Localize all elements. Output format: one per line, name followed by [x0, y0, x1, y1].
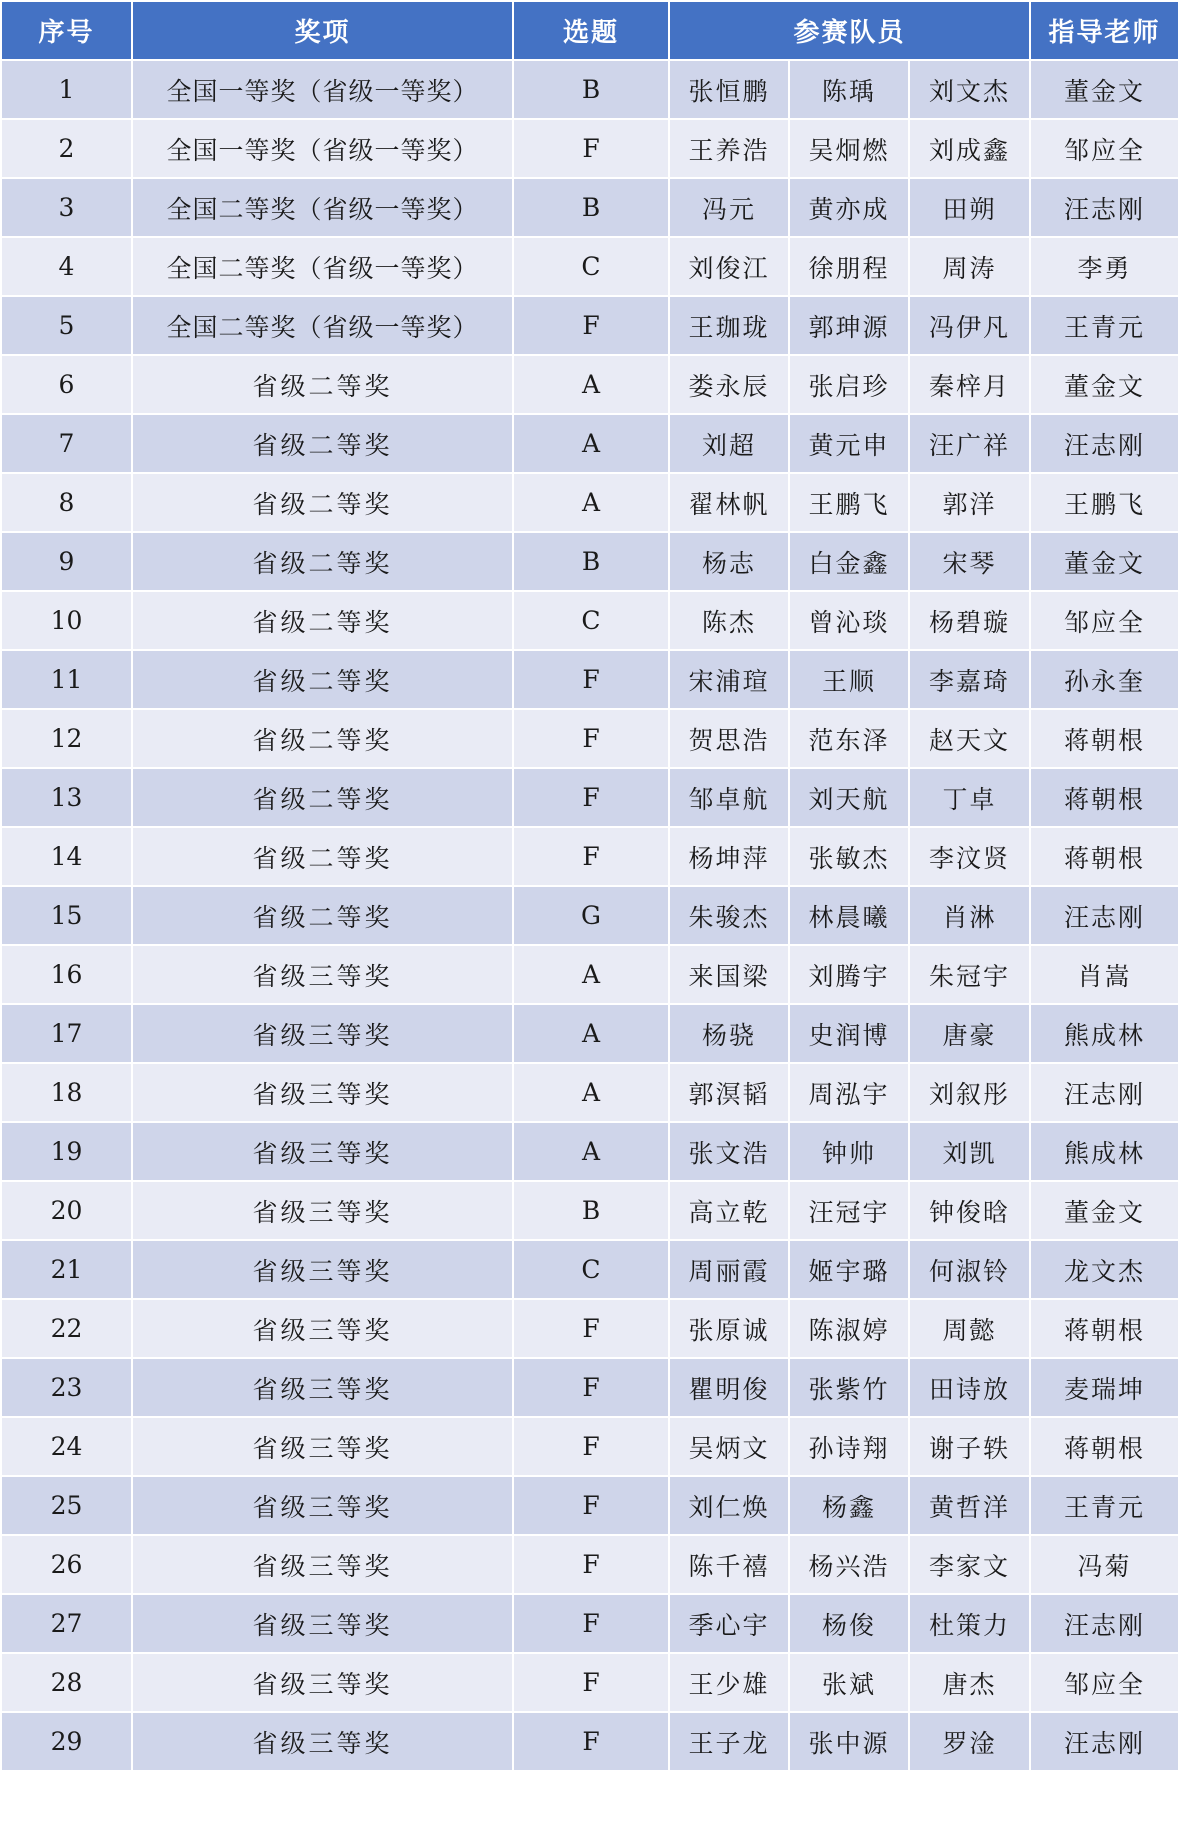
row-member: 汪广祥: [909, 414, 1030, 473]
table-row: [1, 296, 1179, 355]
header-members: 参赛队员: [669, 1, 1030, 60]
header-row: [1, 1, 1179, 60]
row-member: 张中源: [789, 1712, 909, 1771]
table-row: [1, 1181, 1179, 1240]
row-advisor: 蒋朝根: [1030, 768, 1179, 827]
row-seq: 23: [1, 1358, 132, 1417]
row-member: 翟林帆: [669, 473, 789, 532]
row-topic: A: [513, 1004, 669, 1063]
row-seq: 27: [1, 1594, 132, 1653]
row-member: 赵天文: [909, 709, 1030, 768]
row-award: 省级三等奖: [132, 1476, 513, 1535]
table-row: [1, 886, 1179, 945]
row-award: 全国一等奖（省级一等奖）: [132, 119, 513, 178]
row-member: 钟俊晗: [909, 1181, 1030, 1240]
row-topic: A: [513, 473, 669, 532]
table-row: [1, 355, 1179, 414]
row-award: 省级二等奖: [132, 355, 513, 414]
table-row: [1, 1240, 1179, 1299]
row-member: 吴炳文: [669, 1417, 789, 1476]
row-member: 王少雄: [669, 1653, 789, 1712]
row-member: 张斌: [789, 1653, 909, 1712]
row-member: 宋浦瑄: [669, 650, 789, 709]
row-member: 周泓宇: [789, 1063, 909, 1122]
row-member: 唐豪: [909, 1004, 1030, 1063]
row-award: 省级三等奖: [132, 1299, 513, 1358]
row-seq: 3: [1, 178, 132, 237]
row-member: 张原诚: [669, 1299, 789, 1358]
row-advisor: 王鹏飞: [1030, 473, 1179, 532]
row-member: 娄永辰: [669, 355, 789, 414]
row-advisor: 蒋朝根: [1030, 827, 1179, 886]
row-award: 省级二等奖: [132, 827, 513, 886]
row-member: 黄元申: [789, 414, 909, 473]
row-member: 王顺: [789, 650, 909, 709]
row-member: 白金鑫: [789, 532, 909, 591]
row-advisor: 龙文杰: [1030, 1240, 1179, 1299]
row-member: 刘腾宇: [789, 945, 909, 1004]
row-member: 贺思浩: [669, 709, 789, 768]
row-member: 钟帅: [789, 1122, 909, 1181]
row-member: 孙诗翔: [789, 1417, 909, 1476]
row-topic: F: [513, 1653, 669, 1712]
row-topic: C: [513, 1240, 669, 1299]
table-row: [1, 60, 1179, 119]
table-row: [1, 119, 1179, 178]
table-row: [1, 1063, 1179, 1122]
header-topic: 选题: [513, 1, 669, 60]
row-member: 徐朋程: [789, 237, 909, 296]
row-topic: F: [513, 827, 669, 886]
table-row: [1, 1535, 1179, 1594]
row-member: 朱骏杰: [669, 886, 789, 945]
row-seq: 20: [1, 1181, 132, 1240]
row-topic: A: [513, 414, 669, 473]
row-advisor: 蒋朝根: [1030, 1299, 1179, 1358]
row-topic: F: [513, 650, 669, 709]
row-topic: F: [513, 1417, 669, 1476]
row-award: 省级三等奖: [132, 1181, 513, 1240]
row-member: 刘俊江: [669, 237, 789, 296]
table-row: [1, 532, 1179, 591]
row-topic: A: [513, 355, 669, 414]
row-advisor: 蒋朝根: [1030, 1417, 1179, 1476]
row-member: 张紫竹: [789, 1358, 909, 1417]
row-advisor: 肖嵩: [1030, 945, 1179, 1004]
row-award: 全国二等奖（省级一等奖）: [132, 296, 513, 355]
row-member: 刘成鑫: [909, 119, 1030, 178]
table-row: [1, 1122, 1179, 1181]
table-row: [1, 1594, 1179, 1653]
row-topic: F: [513, 1299, 669, 1358]
row-award: 省级三等奖: [132, 1004, 513, 1063]
row-member: 李汶贤: [909, 827, 1030, 886]
row-member: 王子龙: [669, 1712, 789, 1771]
row-member: 王鹏飞: [789, 473, 909, 532]
row-member: 杨坤萍: [669, 827, 789, 886]
row-member: 何淑铃: [909, 1240, 1030, 1299]
row-seq: 5: [1, 296, 132, 355]
row-topic: F: [513, 1712, 669, 1771]
row-advisor: 邹应全: [1030, 1653, 1179, 1712]
row-award: 省级三等奖: [132, 1358, 513, 1417]
row-topic: F: [513, 1476, 669, 1535]
row-award: 省级二等奖: [132, 414, 513, 473]
row-seq: 7: [1, 414, 132, 473]
row-seq: 1: [1, 60, 132, 119]
row-member: 李嘉琦: [909, 650, 1030, 709]
row-member: 刘叙彤: [909, 1063, 1030, 1122]
row-member: 周懿: [909, 1299, 1030, 1358]
row-seq: 28: [1, 1653, 132, 1712]
row-topic: F: [513, 1535, 669, 1594]
row-member: 郭洋: [909, 473, 1030, 532]
table-row: [1, 945, 1179, 1004]
row-award: 省级二等奖: [132, 768, 513, 827]
row-award: 全国二等奖（省级一等奖）: [132, 178, 513, 237]
row-seq: 16: [1, 945, 132, 1004]
row-member: 季心宇: [669, 1594, 789, 1653]
row-member: 范东泽: [789, 709, 909, 768]
row-award: 省级三等奖: [132, 1417, 513, 1476]
row-award: 全国二等奖（省级一等奖）: [132, 237, 513, 296]
row-member: 史润博: [789, 1004, 909, 1063]
row-advisor: 董金文: [1030, 532, 1179, 591]
row-member: 谢子轶: [909, 1417, 1030, 1476]
row-member: 刘文杰: [909, 60, 1030, 119]
row-member: 杨志: [669, 532, 789, 591]
row-seq: 11: [1, 650, 132, 709]
row-award: 省级二等奖: [132, 591, 513, 650]
row-member: 李家文: [909, 1535, 1030, 1594]
row-member: 王珈珑: [669, 296, 789, 355]
row-topic: A: [513, 1122, 669, 1181]
row-seq: 13: [1, 768, 132, 827]
row-seq: 25: [1, 1476, 132, 1535]
row-member: 陈千禧: [669, 1535, 789, 1594]
row-member: 吴炯燃: [789, 119, 909, 178]
row-advisor: 董金文: [1030, 1181, 1179, 1240]
row-award: 省级三等奖: [132, 1653, 513, 1712]
row-seq: 2: [1, 119, 132, 178]
row-topic: A: [513, 945, 669, 1004]
row-member: 杨骁: [669, 1004, 789, 1063]
row-member: 秦梓月: [909, 355, 1030, 414]
row-seq: 22: [1, 1299, 132, 1358]
header-seq: 序号: [1, 1, 132, 60]
table-row: [1, 414, 1179, 473]
row-award: 省级三等奖: [132, 1594, 513, 1653]
row-member: 杨兴浩: [789, 1535, 909, 1594]
row-advisor: 孙永奎: [1030, 650, 1179, 709]
row-member: 丁卓: [909, 768, 1030, 827]
row-member: 田诗放: [909, 1358, 1030, 1417]
row-advisor: 汪志刚: [1030, 1063, 1179, 1122]
row-award: 省级二等奖: [132, 473, 513, 532]
header-advisor: 指导老师: [1030, 1, 1179, 60]
row-seq: 8: [1, 473, 132, 532]
row-member: 张启珍: [789, 355, 909, 414]
table-row: [1, 1417, 1179, 1476]
row-advisor: 冯菊: [1030, 1535, 1179, 1594]
row-member: 张恒鹏: [669, 60, 789, 119]
table-row: [1, 1712, 1179, 1771]
row-seq: 4: [1, 237, 132, 296]
row-topic: B: [513, 532, 669, 591]
row-member: 邹卓航: [669, 768, 789, 827]
row-member: 黄亦成: [789, 178, 909, 237]
row-seq: 15: [1, 886, 132, 945]
row-member: 陈杰: [669, 591, 789, 650]
table-body: [1, 60, 1179, 1771]
row-advisor: 汪志刚: [1030, 178, 1179, 237]
row-award: 省级二等奖: [132, 532, 513, 591]
row-advisor: 熊成林: [1030, 1122, 1179, 1181]
row-member: 陈瑀: [789, 60, 909, 119]
row-topic: F: [513, 768, 669, 827]
row-topic: A: [513, 1063, 669, 1122]
row-member: 杨俊: [789, 1594, 909, 1653]
table-row: [1, 1476, 1179, 1535]
row-topic: F: [513, 119, 669, 178]
row-member: 姬宇璐: [789, 1240, 909, 1299]
row-member: 汪冠宇: [789, 1181, 909, 1240]
row-seq: 24: [1, 1417, 132, 1476]
row-topic: F: [513, 709, 669, 768]
row-member: 张敏杰: [789, 827, 909, 886]
row-member: 王养浩: [669, 119, 789, 178]
row-seq: 17: [1, 1004, 132, 1063]
row-member: 宋琴: [909, 532, 1030, 591]
row-member: 林晨曦: [789, 886, 909, 945]
row-award: 省级三等奖: [132, 1063, 513, 1122]
row-advisor: 李勇: [1030, 237, 1179, 296]
table-row: [1, 1653, 1179, 1712]
row-seq: 29: [1, 1712, 132, 1771]
row-award: 省级三等奖: [132, 1122, 513, 1181]
row-award: 省级二等奖: [132, 886, 513, 945]
row-member: 唐杰: [909, 1653, 1030, 1712]
row-topic: B: [513, 1181, 669, 1240]
row-seq: 26: [1, 1535, 132, 1594]
row-award: 省级三等奖: [132, 945, 513, 1004]
row-award: 全国一等奖（省级一等奖）: [132, 60, 513, 119]
table-row: [1, 827, 1179, 886]
row-member: 周丽霞: [669, 1240, 789, 1299]
row-member: 刘超: [669, 414, 789, 473]
table-row: [1, 178, 1179, 237]
row-member: 黄哲洋: [909, 1476, 1030, 1535]
row-advisor: 蒋朝根: [1030, 709, 1179, 768]
row-seq: 9: [1, 532, 132, 591]
row-seq: 19: [1, 1122, 132, 1181]
row-topic: F: [513, 1358, 669, 1417]
row-advisor: 王青元: [1030, 296, 1179, 355]
row-seq: 6: [1, 355, 132, 414]
row-member: 田朔: [909, 178, 1030, 237]
row-seq: 10: [1, 591, 132, 650]
table-row: [1, 768, 1179, 827]
header-award: 奖项: [132, 1, 513, 60]
row-advisor: 邹应全: [1030, 591, 1179, 650]
row-member: 刘凯: [909, 1122, 1030, 1181]
row-advisor: 汪志刚: [1030, 1594, 1179, 1653]
row-topic: C: [513, 591, 669, 650]
table-row: [1, 1299, 1179, 1358]
row-member: 瞿明俊: [669, 1358, 789, 1417]
table-row: [1, 591, 1179, 650]
table-row: [1, 1004, 1179, 1063]
table-row: [1, 1358, 1179, 1417]
row-member: 刘仁焕: [669, 1476, 789, 1535]
row-topic: F: [513, 296, 669, 355]
row-topic: F: [513, 1594, 669, 1653]
row-member: 杨鑫: [789, 1476, 909, 1535]
row-seq: 21: [1, 1240, 132, 1299]
row-award: 省级三等奖: [132, 1535, 513, 1594]
row-member: 张文浩: [669, 1122, 789, 1181]
row-member: 朱冠宇: [909, 945, 1030, 1004]
row-member: 来国梁: [669, 945, 789, 1004]
row-topic: B: [513, 60, 669, 119]
row-member: 郭珅源: [789, 296, 909, 355]
row-member: 高立乾: [669, 1181, 789, 1240]
row-advisor: 董金文: [1030, 60, 1179, 119]
row-award: 省级二等奖: [132, 650, 513, 709]
row-member: 杜策力: [909, 1594, 1030, 1653]
table-row: [1, 237, 1179, 296]
row-advisor: 王青元: [1030, 1476, 1179, 1535]
row-member: 郭溟韬: [669, 1063, 789, 1122]
row-member: 陈淑婷: [789, 1299, 909, 1358]
row-member: 冯元: [669, 178, 789, 237]
row-advisor: 汪志刚: [1030, 1712, 1179, 1771]
row-topic: B: [513, 178, 669, 237]
row-advisor: 汪志刚: [1030, 886, 1179, 945]
row-seq: 18: [1, 1063, 132, 1122]
row-member: 周涛: [909, 237, 1030, 296]
row-topic: C: [513, 237, 669, 296]
row-member: 刘天航: [789, 768, 909, 827]
row-advisor: 汪志刚: [1030, 414, 1179, 473]
table-row: [1, 650, 1179, 709]
row-seq: 14: [1, 827, 132, 886]
row-award: 省级三等奖: [132, 1712, 513, 1771]
table-row: [1, 709, 1179, 768]
row-advisor: 麦瑞坤: [1030, 1358, 1179, 1417]
row-member: 冯伊凡: [909, 296, 1030, 355]
row-advisor: 董金文: [1030, 355, 1179, 414]
row-member: 罗淦: [909, 1712, 1030, 1771]
row-member: 杨碧璇: [909, 591, 1030, 650]
row-topic: G: [513, 886, 669, 945]
row-member: 肖淋: [909, 886, 1030, 945]
row-member: 曾沁琰: [789, 591, 909, 650]
row-award: 省级三等奖: [132, 1240, 513, 1299]
row-seq: 12: [1, 709, 132, 768]
table-row: [1, 473, 1179, 532]
row-award: 省级二等奖: [132, 709, 513, 768]
row-advisor: 熊成林: [1030, 1004, 1179, 1063]
row-advisor: 邹应全: [1030, 119, 1179, 178]
